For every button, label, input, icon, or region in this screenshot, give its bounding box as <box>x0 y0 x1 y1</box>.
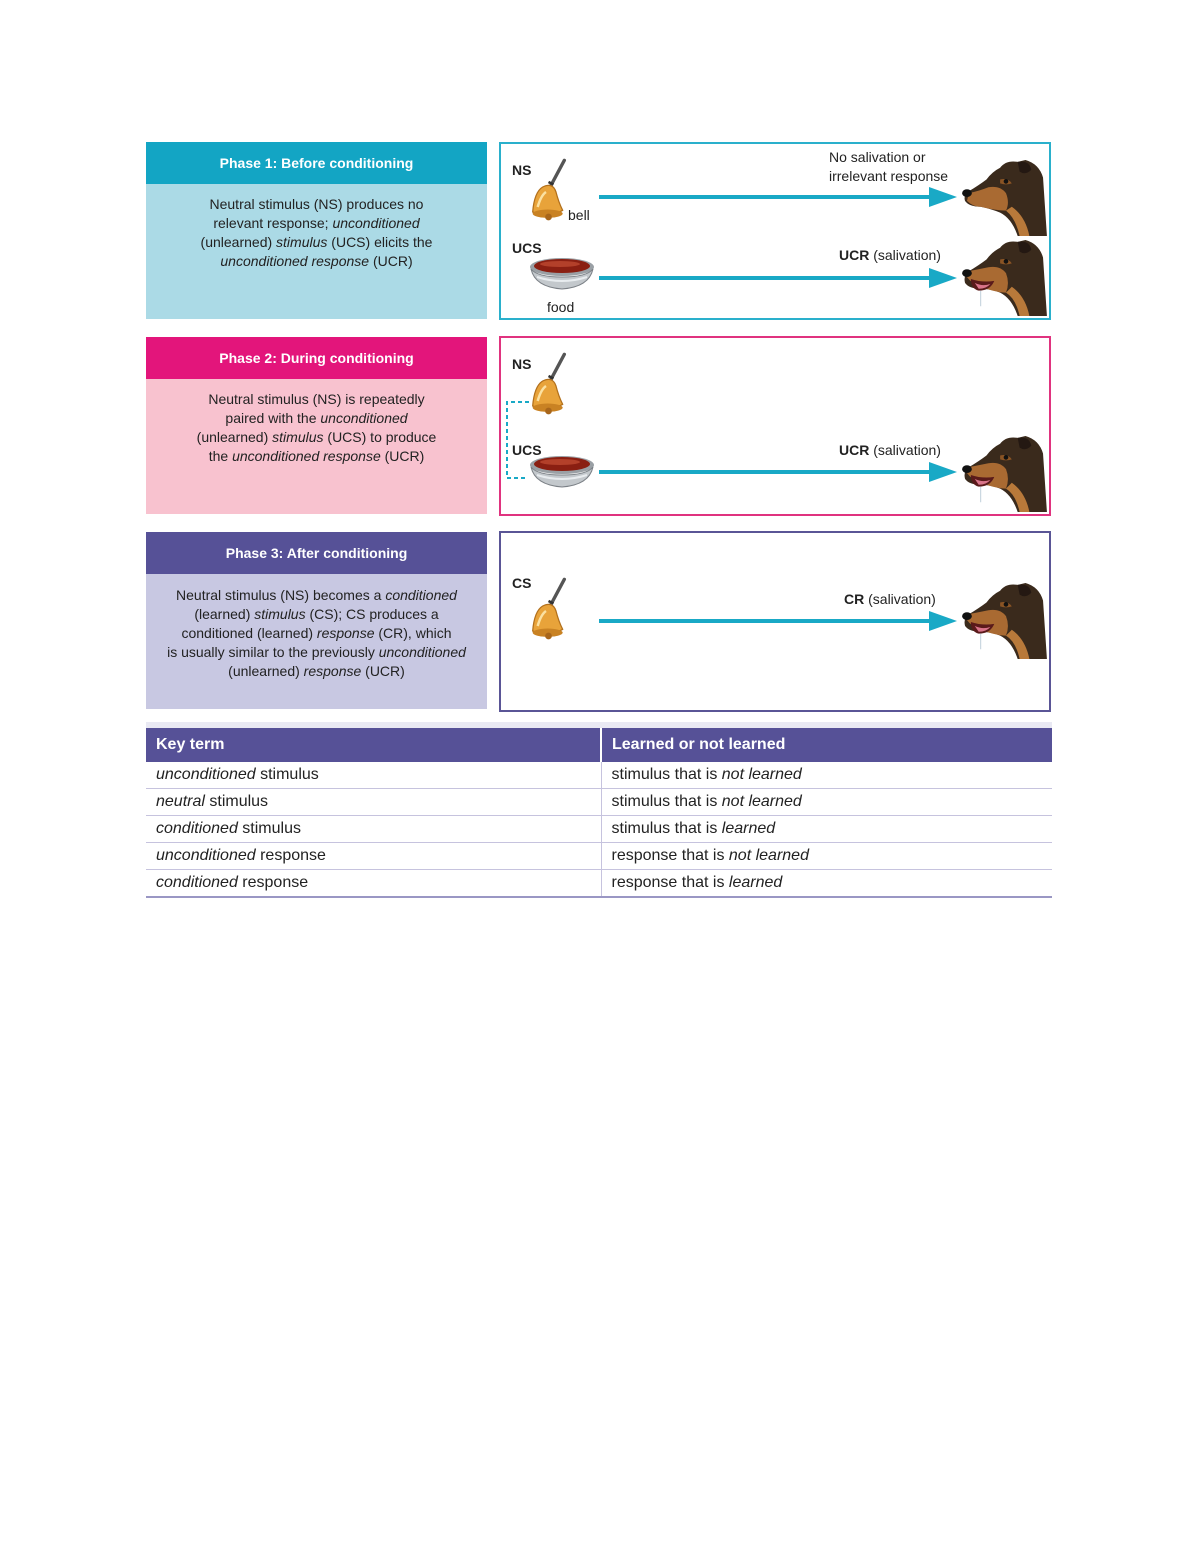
phase2-desc-line3: (unlearned) stimulus (UCS) to produce <box>196 429 437 445</box>
table-header-row <box>146 725 1052 762</box>
phase3-desc-line2: (learned) stimulus (CS); CS produces a <box>194 606 439 622</box>
ns-label: NS <box>512 356 532 372</box>
dog-head-icon <box>962 436 1047 512</box>
table-row <box>146 843 1052 870</box>
bell-icon <box>533 354 565 414</box>
table-row <box>146 870 1052 898</box>
food-label: food <box>547 299 575 315</box>
ucs-label: UCS <box>512 442 542 458</box>
phase1-desc-line4: unconditioned response (UCR) <box>220 253 413 269</box>
arrow-right-icon <box>599 268 957 288</box>
phase1-description <box>146 184 487 319</box>
bell-icon <box>533 160 565 220</box>
term-cell: unconditioned response <box>146 843 601 870</box>
phase1-response2: UCR (salivation) <box>839 247 941 263</box>
arrow-right-icon <box>599 187 957 207</box>
phase2-description <box>146 379 487 514</box>
phase2-diagram-graphics <box>501 338 1049 514</box>
food-bowl-icon <box>530 258 594 289</box>
learned-cell: response that is not learned <box>601 843 1052 870</box>
pairing-bracket <box>507 402 529 478</box>
header-learned: Learned or not learned <box>601 725 1052 762</box>
phase3-description <box>146 574 487 709</box>
arrow-right-icon <box>599 611 957 631</box>
phase3-box <box>146 532 487 709</box>
food-bowl-icon <box>530 456 594 487</box>
bell-icon <box>533 579 565 639</box>
cs-label: CS <box>512 575 532 591</box>
dog-head-icon <box>962 583 1047 659</box>
phase2-box <box>146 337 487 514</box>
dog-head-icon <box>962 240 1047 316</box>
dog-head-icon <box>962 160 1047 236</box>
phase3-response: CR (salivation) <box>844 591 936 607</box>
learned-cell: response that is learned <box>601 870 1052 898</box>
header-key-term: Key term <box>146 725 601 762</box>
phase3-desc-line5: (unlearned) response (UCR) <box>228 663 405 679</box>
phase3-desc-line1: Neutral stimulus (NS) becomes a conditioned <box>176 587 457 603</box>
phase2-desc-line1: Neutral stimulus (NS) is repeatedly <box>208 391 425 407</box>
term-cell: conditioned stimulus <box>146 816 601 843</box>
phase1-desc-line2: relevant response; unconditioned <box>213 215 420 231</box>
learned-cell: stimulus that is not learned <box>601 789 1052 816</box>
arrow-right-icon <box>599 462 957 482</box>
phase2-response: UCR (salivation) <box>839 442 941 458</box>
phase1-box <box>146 142 487 319</box>
phase2-desc-line4: the unconditioned response (UCR) <box>208 448 425 464</box>
phase1-desc-line1: Neutral stimulus (NS) produces no <box>209 196 424 212</box>
ns-label: NS <box>512 162 532 178</box>
phase3-diagram-graphics <box>501 533 1049 710</box>
phase2-desc-line2: paired with the unconditioned <box>225 410 408 426</box>
term-cell: unconditioned stimulus <box>146 762 601 789</box>
phase1-response1: No salivation or irrelevant response <box>829 149 949 184</box>
phase2-title: Phase 2: During conditioning <box>146 337 487 379</box>
phase3-desc-line4: is usually similar to the previously unconditioned <box>167 644 466 660</box>
phase3-desc-line3: conditioned (learned) response (CR), which <box>181 625 452 641</box>
phase1-diagram <box>499 142 1051 320</box>
term-cell: neutral stimulus <box>146 789 601 816</box>
ucs-label: UCS <box>512 240 542 256</box>
bell-label: bell <box>568 207 590 223</box>
phase1-desc-line3: (unlearned) stimulus (UCS) elicits the <box>200 234 433 250</box>
table-row <box>146 762 1052 789</box>
phase2-diagram <box>499 336 1051 516</box>
table-row <box>146 789 1052 816</box>
phase3-diagram <box>499 531 1051 712</box>
phase3-title: Phase 3: After conditioning <box>146 532 487 574</box>
table-row <box>146 816 1052 843</box>
phase1-diagram-graphics <box>501 144 1049 318</box>
learned-cell: stimulus that is learned <box>601 816 1052 843</box>
key-term-table <box>146 722 1052 898</box>
learned-cell: stimulus that is not learned <box>601 762 1052 789</box>
term-cell: conditioned response <box>146 870 601 898</box>
phase1-title: Phase 1: Before conditioning <box>146 142 487 184</box>
